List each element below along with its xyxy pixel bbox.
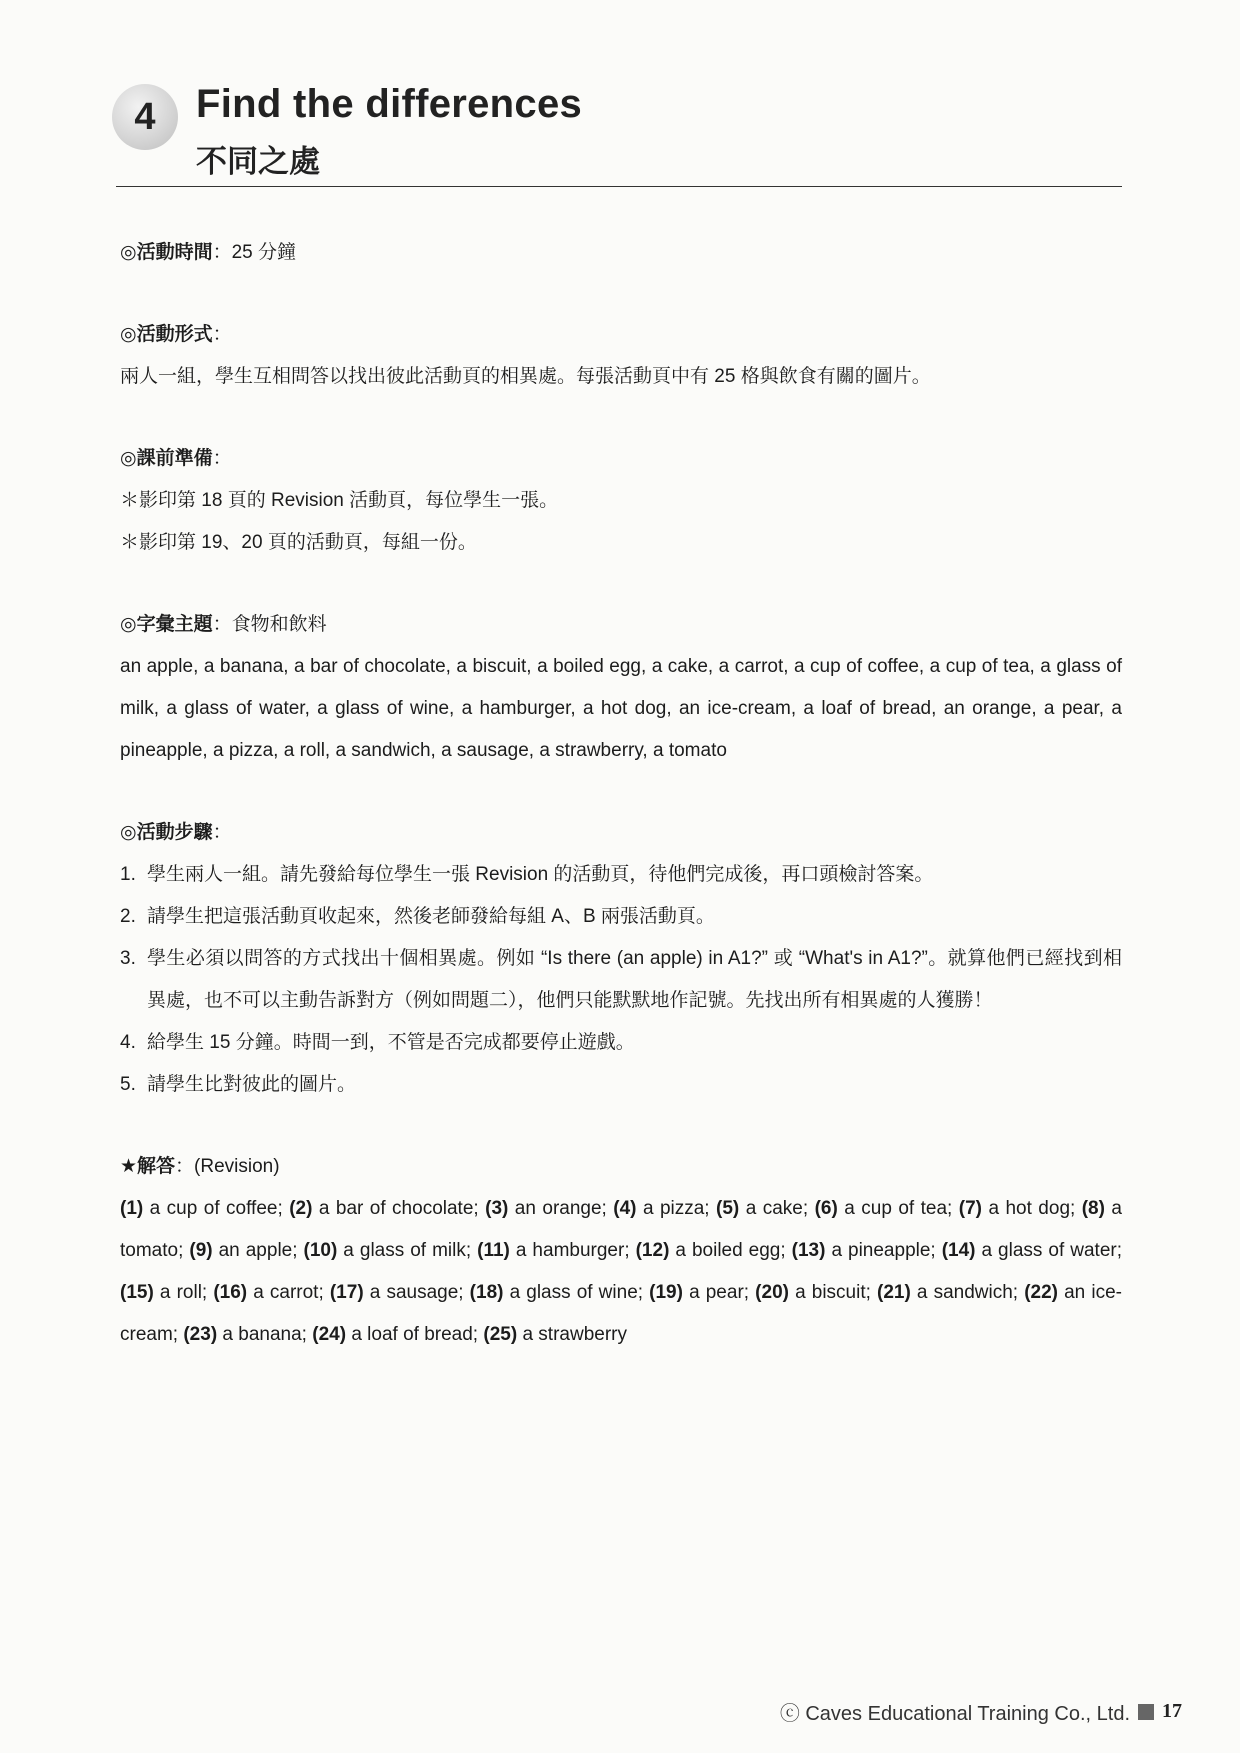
preparation-item: ＊影印第 19、20 頁的活動頁，每組一份。 [120, 532, 477, 553]
vocabulary-label: ◎字彙主題 [120, 614, 213, 635]
answer-number: (9) [189, 1240, 213, 1261]
answer-number: (20) [755, 1282, 789, 1303]
page-footer [780, 1697, 1182, 1726]
answers-label: ★解答 [120, 1156, 176, 1177]
answer-text: a sausage; [363, 1282, 470, 1303]
header-divider [116, 186, 1122, 187]
answer-item [959, 1198, 1082, 1219]
answer-number: (14) [941, 1240, 976, 1261]
answer-text: an orange; [508, 1198, 614, 1219]
answer-text: a hamburger; [509, 1240, 636, 1261]
answer-number: (18) [469, 1282, 504, 1303]
step-item [120, 938, 1122, 1022]
activity-body [120, 232, 1122, 1396]
answer-number: (25) [483, 1324, 518, 1345]
preparation-heading: ◎課前準備： [120, 448, 232, 469]
steps-heading: ◎活動步驟： [120, 822, 232, 843]
answer-number: (8) [1081, 1198, 1105, 1219]
step-text: 請學生比對彼此的圖片。 [147, 1074, 357, 1095]
answer-text: a glass of water; [975, 1240, 1122, 1261]
answer-number: (11) [477, 1240, 510, 1261]
answer-item [485, 1198, 613, 1219]
format-heading: ◎活動形式： [120, 324, 232, 345]
duration-heading [120, 232, 1122, 274]
format-section [120, 314, 1122, 398]
step-text: 請學生把這張活動頁收起來，然後老師發給每組 A、B 兩張活動頁。 [147, 906, 715, 927]
answer-text: a cake; [739, 1198, 815, 1219]
preparation-label: ◎課前準備 [120, 448, 213, 469]
answer-number: (4) [613, 1198, 637, 1219]
step-number: 5. [120, 1074, 136, 1095]
copyright-text: ⓒ Caves Educational Training Co., Ltd. [779, 1703, 1130, 1725]
step-number: 1. [120, 864, 136, 885]
step-item [120, 1022, 1122, 1064]
answer-item [120, 1282, 213, 1303]
step-text: 學生兩人一組。請先發給每位學生一張 Revision 的活動頁，待他們完成後，再口頭檢討答案。 [147, 864, 934, 885]
answer-text: a banana; [217, 1324, 313, 1345]
answer-text: a boiled egg; [669, 1240, 792, 1261]
step-number: 4. [120, 1032, 136, 1053]
step-text: 學生必須以問答的方式找出十個相異處。例如 “Is there (an apple) in A1?” 或 “What's in A1?”。就算他們已經找到相異處，也不可以主動告訴對方（例如問題二），他們只能默默地作記號。先找出所有相異處的人獲勝！ [147, 948, 1122, 1011]
steps-list [120, 854, 1122, 1106]
answer-number: (22) [1024, 1282, 1058, 1303]
answer-item [477, 1240, 635, 1261]
answers-section [120, 1146, 1122, 1356]
duration-section [120, 232, 1122, 274]
answer-number: (19) [649, 1282, 683, 1303]
answer-text: a glass of milk; [337, 1240, 478, 1261]
step-item [120, 896, 1122, 938]
answer-number: (24) [312, 1324, 347, 1345]
answer-item [289, 1198, 485, 1219]
step-item [120, 1064, 1122, 1106]
answer-number: (6) [814, 1198, 838, 1219]
activity-number-badge: 4 [112, 84, 178, 150]
steps-label: ◎活動步驟 [120, 822, 213, 843]
answer-item [470, 1282, 649, 1303]
vocabulary-topic: ：食物和飲料 [212, 614, 327, 635]
answer-item [189, 1240, 303, 1261]
answer-item [312, 1324, 483, 1345]
answers-list [120, 1188, 1122, 1356]
preparation-item: ＊影印第 18 頁的 Revision 活動頁，每位學生一張。 [120, 490, 559, 511]
vocabulary-list: an apple, a banana, a bar of chocolate, a biscuit, a boiled egg, a cake, a carrot, a cup of coffee, a cup of tea, a glass of milk, a glass of water, a glass of wine, a hamburger, a hot dog, an ice-cream, a loaf of bread, an orange, a pear, a pineapple, a pizza, a roll, a sandwich, a sausage, a strawberry, a tomato [120, 656, 1122, 761]
answer-text: a pear; [682, 1282, 756, 1303]
preparation-section [120, 438, 1122, 564]
answer-item [877, 1282, 1024, 1303]
answer-item [613, 1198, 716, 1219]
answer-number: (1) [120, 1198, 144, 1219]
format-label: ◎活動形式 [120, 324, 213, 345]
answers-heading: ★解答：(Revision) [120, 1156, 280, 1177]
step-number: 3. [120, 948, 136, 969]
answer-number: (12) [635, 1240, 670, 1261]
answer-item [120, 1198, 289, 1219]
answer-item [942, 1240, 1122, 1261]
page-subtitle: 不同之處 [196, 144, 320, 179]
answer-item [792, 1240, 942, 1261]
answer-number: (5) [716, 1198, 740, 1219]
answer-text: a tomato; [120, 1198, 1122, 1261]
answer-text: an apple; [212, 1240, 304, 1261]
page-number: 17 [1162, 1700, 1182, 1722]
answer-number: (7) [958, 1198, 982, 1219]
answer-item [304, 1240, 478, 1261]
answer-item [183, 1324, 312, 1345]
page-title: Find the differences [196, 82, 583, 126]
duration-label: ◎活動時間 [120, 242, 213, 263]
answer-number: (16) [213, 1282, 248, 1303]
vocabulary-section [120, 604, 1122, 772]
answer-item [755, 1282, 877, 1303]
answer-number: (10) [303, 1240, 338, 1261]
answer-text: a pineapple; [825, 1240, 942, 1261]
step-text: 給學生 15 分鐘。時間一到，不管是否完成都要停止遊戲。 [147, 1032, 635, 1053]
answer-item [716, 1198, 815, 1219]
answer-text: a cup of tea; [837, 1198, 959, 1219]
answer-text: a cup of coffee; [143, 1198, 290, 1219]
answer-text: a roll; [153, 1282, 214, 1303]
answer-item [483, 1324, 627, 1345]
answer-number: (2) [289, 1198, 313, 1219]
answer-text: a hot dog; [982, 1198, 1082, 1219]
answer-text: a strawberry [517, 1324, 627, 1345]
step-item [120, 854, 1122, 896]
answer-item [649, 1282, 755, 1303]
steps-section [120, 812, 1122, 1106]
answer-number: (23) [183, 1324, 218, 1345]
format-text: 兩人一組，學生互相問答以找出彼此活動頁的相異處。每張活動頁中有 25 格與飲食有關的圖片。 [120, 366, 931, 387]
answer-number: (13) [791, 1240, 826, 1261]
answer-text: a pizza; [636, 1198, 717, 1219]
answer-text: a loaf of bread; [346, 1324, 484, 1345]
answer-text: a bar of chocolate; [312, 1198, 486, 1219]
answer-item [330, 1282, 470, 1303]
answer-number: (17) [329, 1282, 364, 1303]
answer-text: a carrot; [247, 1282, 330, 1303]
answer-number: (15) [120, 1282, 154, 1303]
answer-text: a sandwich; [910, 1282, 1025, 1303]
answer-text: a biscuit; [788, 1282, 878, 1303]
answer-item [636, 1240, 792, 1261]
answer-item [815, 1198, 959, 1219]
answer-number: (21) [877, 1282, 911, 1303]
step-number: 2. [120, 906, 136, 927]
answer-text: a glass of wine; [503, 1282, 650, 1303]
answer-number: (3) [485, 1198, 509, 1219]
vocabulary-heading [120, 604, 1122, 646]
square-icon [1138, 1704, 1154, 1720]
duration-value: ：25 分鐘 [212, 242, 297, 263]
answer-item [213, 1282, 330, 1303]
answer-text: an ice-cream; [120, 1282, 1122, 1345]
